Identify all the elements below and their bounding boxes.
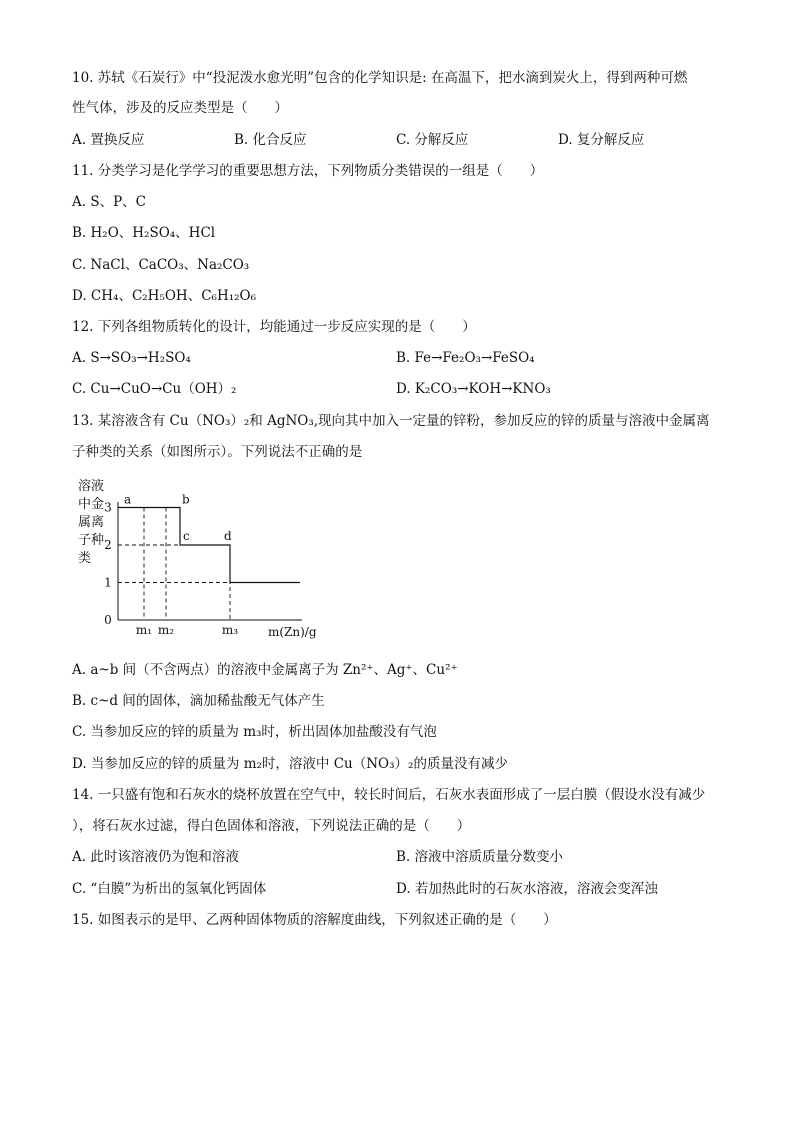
q12-option-a: A. S→SO₃→H₂SO₄ [72, 350, 191, 366]
y-tick-label-0: 0 [104, 613, 112, 627]
point-label-a: a [124, 492, 132, 507]
q13-chart [70, 472, 330, 642]
q14-option-d: D. 若加热此时的石灰水溶液，溶液会变浑浊 [396, 881, 658, 897]
y-axis-label: 溶液 中金 属离 子种 类 [78, 479, 105, 566]
x-axis-label: m(Zn)/g [268, 625, 317, 639]
q15-stem: 15. 如图表示的是甲、乙两种固体物质的溶解度曲线，下列叙述正确的是（ ） [72, 912, 557, 928]
x-tick-label-2: m₂ [157, 623, 175, 637]
x-tick-label-1: m₁ [135, 623, 153, 637]
point-label-c: c [183, 529, 190, 543]
q12-option-d: D. K₂CO₃→KOH→KNO₃ [396, 381, 551, 397]
q10-stem-line1: 10. 苏轼《石炭行》中“投泥泼水愈光明”包含的化学知识是: 在高温下，把水滴到炭火上，得到两种可燃 [72, 70, 688, 86]
q10-option-d: D. 复分解反应 [558, 132, 645, 148]
q12-option-c: C. Cu→CuO→Cu（OH）₂ [72, 381, 237, 397]
q14-option-a: A. 此时该溶液仍为饱和溶液 [72, 849, 239, 865]
q13-stem-line1: 13. 某溶液含有 Cu（NO₃）₂和 AgNO₃,现向其中加入一定量的锌粉，参加反应的锌的质量与溶液中金属离 [72, 413, 710, 429]
q10-option-c: C. 分解反应 [396, 132, 469, 148]
point-label-d: d [224, 529, 232, 543]
q14-option-c: C. “白膜”为析出的氢氧化钙固体 [72, 881, 267, 897]
q10-option-a: A. 置换反应 [72, 132, 145, 148]
q13-option-d: D. 当参加反应的锌的质量为 m₂时，溶液中 Cu（NO₃）₂的质量没有减少 [72, 756, 508, 772]
q12-option-b: B. Fe→Fe₂O₃→FeSO₄ [396, 350, 535, 366]
q11-option-c: C. NaCl、CaCO₃、Na₂CO₃ [72, 257, 250, 273]
step-series-line [118, 508, 300, 583]
q11-option-d: D. CH₄、C₂H₅OH、C₆H₁₂O₆ [72, 288, 257, 304]
q14-option-b: B. 溶液中溶质质量分数变小 [396, 849, 564, 865]
q13-option-c: C. 当参加反应的锌的质量为 m₃时，析出固体加盐酸没有气泡 [72, 724, 437, 740]
q11-option-b: B. H₂O、H₂SO₄、HCl [72, 225, 216, 241]
y-tick-label-1: 1 [104, 575, 112, 590]
x-tick-label-3: m₃ [221, 623, 239, 637]
q14-stem-line2: ），将石灰水过滤，得白色固体和溶液，下列说法正确的是（ ） [72, 818, 471, 834]
q12-stem: 12. 下列各组物质转化的设计，均能通过一步反应实现的是（ ） [72, 319, 476, 335]
point-label-b: b [182, 492, 190, 507]
q11-stem: 11. 分类学习是化学学习的重要思想方法，下列物质分类错误的一组是（ ） [72, 163, 544, 179]
q10-option-b: B. 化合反应 [234, 132, 307, 148]
q14-stem-line1: 14. 一只盛有饱和石灰水的烧杯放置在空气中，较长时间后，石灰水表面形成了一层白膜（假设水没有减少 [72, 787, 706, 803]
y-tick-label-3: 3 [104, 500, 112, 515]
q13-stem-line2: 子种类的关系（如图所示）。下列说法不正确的是 [72, 444, 363, 460]
q13-option-b: B. c~d 间的固体，滴加稀盐酸无气体产生 [72, 693, 325, 709]
q13-option-a: A. a~b 间（不含两点）的溶液中金属离子为 Zn²⁺、Ag⁺、Cu²⁺ [72, 662, 458, 678]
q11-option-a: A. S、P、C [72, 194, 146, 210]
q10-stem-line2: 性气体，涉及的反应类型是（ ） [72, 100, 288, 116]
y-tick-label-2: 2 [104, 538, 112, 552]
